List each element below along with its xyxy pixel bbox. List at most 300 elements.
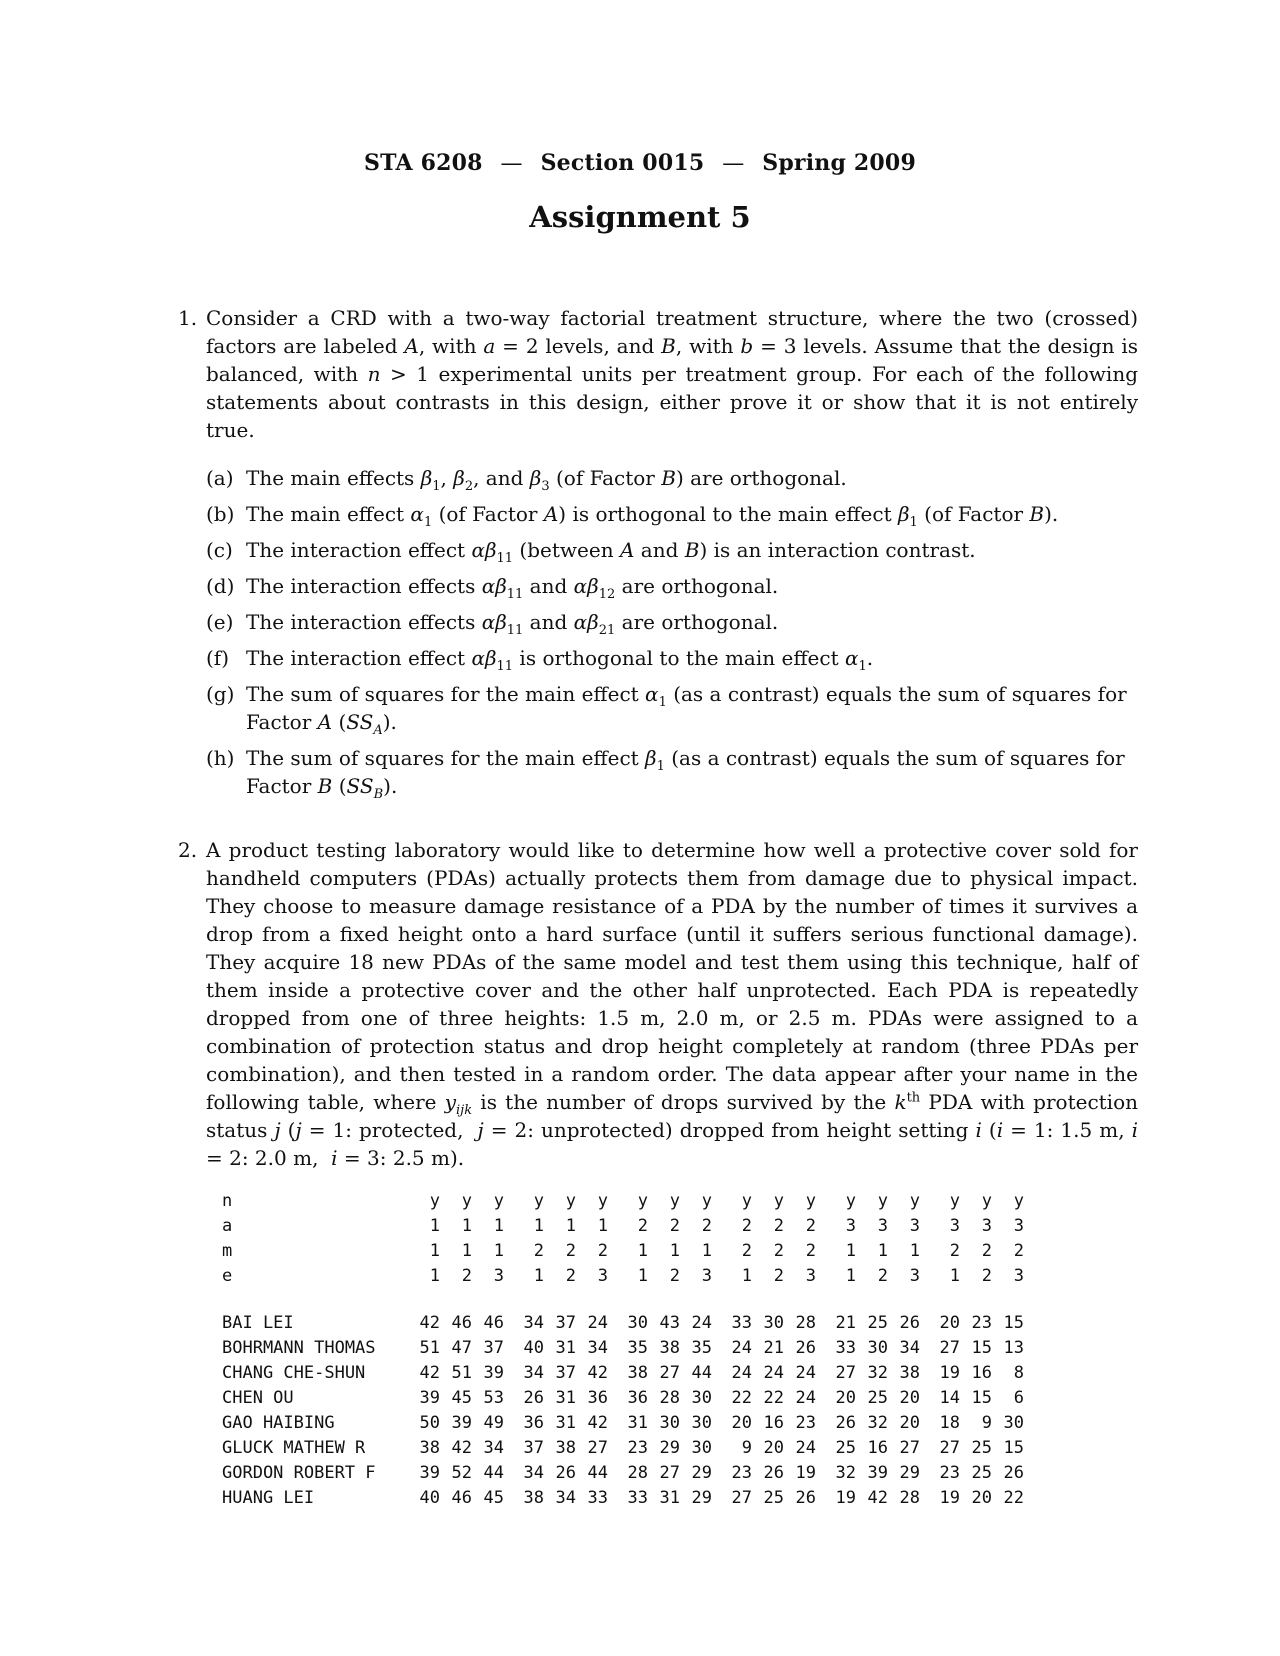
table-row <box>222 1385 1024 1410</box>
group-gap <box>608 1410 616 1435</box>
data-cell: 30 <box>627 1312 648 1333</box>
data-cell: 45 <box>451 1387 472 1408</box>
data-cell: 29 <box>691 1487 712 1508</box>
group-gap <box>712 1460 720 1485</box>
data-cell: 28 <box>659 1387 680 1408</box>
column-header-cell: 1 <box>669 1240 680 1261</box>
column-header-cell: 1 <box>565 1215 576 1236</box>
problem-1 <box>178 304 1138 800</box>
data-cell: 22 <box>731 1387 752 1408</box>
problem-1-part <box>206 500 1138 528</box>
data-cell: 14 <box>939 1387 960 1408</box>
data-cell: 27 <box>659 1462 680 1483</box>
data-cell: 42 <box>867 1487 888 1508</box>
group-gap <box>504 1188 512 1213</box>
column-header-cell: 3 <box>877 1215 888 1236</box>
data-cell: 24 <box>795 1437 816 1458</box>
column-header-cell: 3 <box>1013 1215 1024 1236</box>
group-gap <box>920 1213 928 1238</box>
column-header-cell: 3 <box>981 1215 992 1236</box>
column-header-cell: y <box>1013 1190 1024 1211</box>
data-cell: 34 <box>587 1337 608 1358</box>
data-cell: 45 <box>483 1487 504 1508</box>
group-gap <box>816 1335 824 1360</box>
column-header-cell: 1 <box>429 1265 440 1286</box>
column-header-cell: y <box>909 1190 920 1211</box>
data-cell: 33 <box>587 1487 608 1508</box>
problem-1-part <box>206 536 1138 564</box>
column-header-cell: 1 <box>493 1215 504 1236</box>
data-cell: 26 <box>763 1462 784 1483</box>
column-header-cell: 3 <box>701 1265 712 1286</box>
data-cell: 50 <box>419 1412 440 1433</box>
term-label: Spring 2009 <box>762 150 916 176</box>
column-header-cell: 1 <box>493 1240 504 1261</box>
group-gap <box>712 1335 720 1360</box>
data-cell: 36 <box>587 1387 608 1408</box>
data-cell: 23 <box>731 1462 752 1483</box>
data-cell: 8 <box>1013 1362 1024 1383</box>
group-gap <box>920 1460 928 1485</box>
student-name: BAI LEI <box>222 1312 294 1333</box>
column-header-cell: 1 <box>429 1215 440 1236</box>
data-cell: 6 <box>1013 1387 1024 1408</box>
page-title: Assignment 5 <box>529 200 751 234</box>
data-cell: 26 <box>795 1487 816 1508</box>
data-cell: 22 <box>1003 1487 1024 1508</box>
data-cell: 24 <box>731 1362 752 1383</box>
group-gap <box>920 1360 928 1385</box>
column-header-cell: 3 <box>1013 1265 1024 1286</box>
data-cell: 15 <box>971 1337 992 1358</box>
problem-1-intro: Consider a CRD with a two-way factorial treatment structure, where the two (crossed) factors are labeled A, with a = 2 levels, and B, with b = 3 levels. Assume that the design is balanced, with n > 1 experimental units per treatment group. For each of the following statements about contrasts in this design, either prove it or show that it is not entirely true. <box>206 306 1138 442</box>
data-cell: 27 <box>835 1362 856 1383</box>
group-gap <box>712 1485 720 1510</box>
data-cell: 28 <box>795 1312 816 1333</box>
column-header-cell: y <box>461 1190 472 1211</box>
data-cell: 16 <box>971 1362 992 1383</box>
data-cell: 37 <box>523 1437 544 1458</box>
part-label: (c) <box>206 538 233 562</box>
column-header-cell: 2 <box>637 1215 648 1236</box>
data-cell: 38 <box>523 1487 544 1508</box>
group-gap <box>816 1460 824 1485</box>
name-header-cell: n <box>222 1190 233 1211</box>
column-header-cell: 2 <box>877 1265 888 1286</box>
group-gap <box>712 1263 720 1288</box>
data-cell: 37 <box>555 1362 576 1383</box>
part-text: The main effect $\alpha_1$ (of Factor A) is orthogonal to the main effect $\beta_1$ (of Factor B). <box>246 502 1059 530</box>
data-cell: 35 <box>627 1337 648 1358</box>
column-header-cell: 2 <box>981 1265 992 1286</box>
data-cell: 27 <box>659 1362 680 1383</box>
data-cell: 43 <box>659 1312 680 1333</box>
name-header-cell: a <box>222 1215 233 1236</box>
group-gap <box>920 1435 928 1460</box>
data-cell: 24 <box>691 1312 712 1333</box>
column-header-cell: 2 <box>773 1240 784 1261</box>
column-header-cell: 1 <box>597 1215 608 1236</box>
data-cell: 38 <box>659 1337 680 1358</box>
data-cell: 31 <box>555 1337 576 1358</box>
column-header-cell: y <box>773 1190 784 1211</box>
column-header-cell: 3 <box>597 1265 608 1286</box>
problem-number: 1. <box>178 306 198 330</box>
data-cell: 20 <box>835 1387 856 1408</box>
column-header-cell: 1 <box>533 1215 544 1236</box>
data-cell: 53 <box>483 1387 504 1408</box>
column-header-cell: 2 <box>597 1240 608 1261</box>
column-header-cell: 3 <box>949 1215 960 1236</box>
data-cell: 30 <box>691 1437 712 1458</box>
column-header-cell: y <box>741 1190 752 1211</box>
data-cell: 19 <box>795 1462 816 1483</box>
part-label: (e) <box>206 610 234 634</box>
column-header-cell: 1 <box>845 1240 856 1261</box>
column-header-cell: 2 <box>1013 1240 1024 1261</box>
data-cell: 15 <box>1003 1437 1024 1458</box>
group-gap <box>504 1335 512 1360</box>
data-cell: 29 <box>899 1462 920 1483</box>
problem-1-part <box>206 464 1138 492</box>
part-text: The interaction effects $\alpha\beta_{11}$ and $\alpha\beta_{21}$ are orthogonal. <box>246 610 779 638</box>
student-name: HUANG LEI <box>222 1487 315 1508</box>
part-text: The sum of squares for the main effect $\alpha_1$ (as a contrast) equals the sum of squares for Factor A $(SS_A)$. <box>246 682 1127 738</box>
column-header-cell: 3 <box>909 1215 920 1236</box>
data-cell: 52 <box>451 1462 472 1483</box>
column-header-cell: 2 <box>565 1240 576 1261</box>
problem-1-parts <box>206 464 1138 800</box>
data-cell: 24 <box>587 1312 608 1333</box>
data-cell: 26 <box>523 1387 544 1408</box>
problem-2-text: A product testing laboratory would like to determine how well a protective cover sold for handheld computers (PDAs) actually protects them from damage due to physical impact. They choose to measure damage resistance of a PDA by the number of times it survives a drop from a fixed height onto a hard surface (until it suffers serious functional damage). They acquire 18 new PDAs of the same model and test them using this technique, half of them inside a protective cover and the other half unprotected. Each PDA is repeatedly dropped from one of three heights: 1.5 m, 2.0 m, or 2.5 m. PDAs were assigned to a combination of protection status and drop height completely at random (three PDAs per combination), and then tested in a random order. The data appear after your name in the following table, where $y_{ijk}$ is the number of drops survived by the $k^{th}$ PDA with protection status j (j = 1: protected, j = 2: unprotected) dropped from height setting i (i = 1: 1.5 m, i = 2: 2.0 m, i = 3: 2.5 m). <box>206 838 1139 1170</box>
header-row <box>222 1213 1024 1238</box>
group-gap <box>712 1188 720 1213</box>
group-gap <box>816 1385 824 1410</box>
course-header <box>0 150 1280 176</box>
column-header-cell: y <box>565 1190 576 1211</box>
problem-1-part <box>206 644 1138 672</box>
group-gap <box>504 1263 512 1288</box>
data-cell: 16 <box>763 1412 784 1433</box>
data-cell: 20 <box>939 1312 960 1333</box>
course-code: STA 6208 <box>364 150 483 176</box>
data-cell: 51 <box>451 1362 472 1383</box>
data-cell: 38 <box>555 1437 576 1458</box>
column-header-cell: 2 <box>949 1240 960 1261</box>
group-gap <box>608 1385 616 1410</box>
student-name: CHANG CHE-SHUN <box>222 1362 366 1383</box>
group-gap <box>608 1485 616 1510</box>
group-gap <box>608 1188 616 1213</box>
column-header-cell: 3 <box>493 1265 504 1286</box>
data-cell: 37 <box>483 1337 504 1358</box>
column-header-cell: 2 <box>461 1265 472 1286</box>
data-cell: 27 <box>899 1437 920 1458</box>
data-cell: 39 <box>419 1462 440 1483</box>
part-label: (d) <box>206 574 235 598</box>
column-header-cell: y <box>845 1190 856 1211</box>
column-header-cell: y <box>701 1190 712 1211</box>
data-cell: 42 <box>587 1412 608 1433</box>
data-cell: 23 <box>971 1312 992 1333</box>
group-gap <box>504 1460 512 1485</box>
group-gap <box>920 1310 928 1335</box>
student-name: GORDON ROBERT F <box>222 1462 376 1483</box>
group-gap <box>504 1385 512 1410</box>
column-header-cell: y <box>805 1190 816 1211</box>
problem-1-part <box>206 608 1138 636</box>
table-row <box>222 1360 1024 1385</box>
data-cell: 25 <box>763 1487 784 1508</box>
data-cell: 24 <box>763 1362 784 1383</box>
data-cell: 44 <box>483 1462 504 1483</box>
column-header-cell: y <box>637 1190 648 1211</box>
column-header-cell: y <box>981 1190 992 1211</box>
data-cell: 28 <box>627 1462 648 1483</box>
group-gap <box>920 1385 928 1410</box>
data-cell: 27 <box>939 1437 960 1458</box>
group-gap <box>816 1213 824 1238</box>
data-cell: 26 <box>795 1337 816 1358</box>
part-text: The sum of squares for the main effect $\beta_1$ (as a contrast) equals the sum of squares for Factor B $(SS_B)$. <box>246 746 1125 802</box>
column-header-cell: 1 <box>701 1240 712 1261</box>
data-cell: 38 <box>419 1437 440 1458</box>
column-header-cell: y <box>877 1190 888 1211</box>
data-cell: 28 <box>899 1487 920 1508</box>
group-gap <box>504 1410 512 1435</box>
data-cell: 44 <box>587 1462 608 1483</box>
data-cell: 24 <box>795 1362 816 1383</box>
group-gap <box>504 1360 512 1385</box>
data-cell: 38 <box>899 1362 920 1383</box>
column-header-cell: 3 <box>805 1265 816 1286</box>
name-header-cell: e <box>222 1265 233 1286</box>
data-cell: 47 <box>451 1337 472 1358</box>
group-gap <box>504 1213 512 1238</box>
data-cell: 25 <box>971 1437 992 1458</box>
data-cell: 34 <box>899 1337 920 1358</box>
data-cell: 9 <box>981 1412 992 1433</box>
problem-number: 2. <box>178 838 198 862</box>
part-text: The main effects $\beta_1$, $\beta_2$, and $\beta_3$ (of Factor B) are orthogonal. <box>246 466 847 494</box>
data-cell: 42 <box>419 1362 440 1383</box>
column-header-cell: 2 <box>741 1240 752 1261</box>
part-label: (f) <box>206 646 230 670</box>
data-cell: 19 <box>939 1487 960 1508</box>
header-row <box>222 1263 1024 1288</box>
data-cell: 40 <box>523 1337 544 1358</box>
column-header-cell: 2 <box>805 1240 816 1261</box>
column-header-cell: 2 <box>701 1215 712 1236</box>
group-gap <box>816 1263 824 1288</box>
separator: — <box>722 151 745 176</box>
column-header-cell: 1 <box>461 1240 472 1261</box>
data-cell: 30 <box>691 1412 712 1433</box>
data-cell: 26 <box>555 1462 576 1483</box>
data-cell: 30 <box>659 1412 680 1433</box>
group-gap <box>608 1360 616 1385</box>
data-cell: 29 <box>691 1462 712 1483</box>
problem-list <box>178 304 1138 1172</box>
group-gap <box>816 1485 824 1510</box>
column-header-cell: 2 <box>773 1265 784 1286</box>
data-cell: 32 <box>867 1362 888 1383</box>
column-header-cell: y <box>949 1190 960 1211</box>
data-cell: 20 <box>899 1412 920 1433</box>
column-header-cell: 1 <box>909 1240 920 1261</box>
data-cell: 25 <box>867 1387 888 1408</box>
data-cell: 26 <box>1003 1462 1024 1483</box>
group-gap <box>608 1238 616 1263</box>
column-header-cell: y <box>493 1190 504 1211</box>
section-label: Section 0015 <box>540 150 705 176</box>
data-cell: 20 <box>899 1387 920 1408</box>
column-header-cell: 1 <box>741 1265 752 1286</box>
group-gap <box>920 1485 928 1510</box>
column-header-cell: 1 <box>637 1240 648 1261</box>
data-cell: 13 <box>1003 1337 1024 1358</box>
group-gap <box>608 1435 616 1460</box>
column-header-cell: 1 <box>845 1265 856 1286</box>
group-gap <box>816 1360 824 1385</box>
group-gap <box>920 1188 928 1213</box>
data-cell: 15 <box>1003 1312 1024 1333</box>
problem-1-part <box>206 680 1138 736</box>
data-cell: 32 <box>867 1412 888 1433</box>
column-header-cell: 2 <box>981 1240 992 1261</box>
data-cell: 16 <box>867 1437 888 1458</box>
table-row <box>222 1335 1024 1360</box>
column-header-cell: 2 <box>805 1215 816 1236</box>
column-header-cell: 2 <box>669 1265 680 1286</box>
data-cell: 31 <box>555 1387 576 1408</box>
student-name: GAO HAIBING <box>222 1412 335 1433</box>
data-cell: 34 <box>523 1362 544 1383</box>
group-gap <box>920 1238 928 1263</box>
data-cell: 29 <box>659 1437 680 1458</box>
data-cell: 30 <box>1003 1412 1024 1433</box>
name-header-cell: m <box>222 1240 233 1261</box>
data-cell: 51 <box>419 1337 440 1358</box>
column-header-cell: 1 <box>461 1215 472 1236</box>
group-gap <box>712 1238 720 1263</box>
data-cell: 20 <box>731 1412 752 1433</box>
column-header-cell: 1 <box>533 1265 544 1286</box>
column-header-cell: 2 <box>741 1215 752 1236</box>
data-cell: 33 <box>835 1337 856 1358</box>
data-cell: 31 <box>555 1412 576 1433</box>
group-gap <box>920 1410 928 1435</box>
data-cell: 34 <box>523 1462 544 1483</box>
data-cell: 49 <box>483 1412 504 1433</box>
data-cell: 32 <box>835 1462 856 1483</box>
group-gap <box>816 1188 824 1213</box>
data-cell: 44 <box>691 1362 712 1383</box>
data-cell: 15 <box>971 1387 992 1408</box>
data-table <box>222 1188 1024 1510</box>
header-row <box>222 1238 1024 1263</box>
part-text: The interaction effect $\alpha\beta_{11}$ is orthogonal to the main effect $\alpha_1$. <box>246 646 874 674</box>
group-gap <box>712 1310 720 1335</box>
column-header-cell: 1 <box>429 1240 440 1261</box>
data-cell: 20 <box>971 1487 992 1508</box>
group-gap <box>608 1213 616 1238</box>
header-row <box>222 1188 1024 1213</box>
table-row <box>222 1460 1024 1485</box>
data-cell: 35 <box>691 1337 712 1358</box>
data-cell: 39 <box>867 1462 888 1483</box>
column-header-cell: 2 <box>565 1265 576 1286</box>
data-cell: 30 <box>691 1387 712 1408</box>
data-cell: 42 <box>587 1362 608 1383</box>
data-cell: 36 <box>523 1412 544 1433</box>
group-gap <box>712 1435 720 1460</box>
group-gap <box>608 1335 616 1360</box>
data-cell: 9 <box>741 1437 752 1458</box>
student-name: BOHRMANN THOMAS <box>222 1337 376 1358</box>
column-header-cell: y <box>533 1190 544 1211</box>
column-header-cell: 2 <box>669 1215 680 1236</box>
part-label: (b) <box>206 502 235 526</box>
data-cell: 23 <box>939 1462 960 1483</box>
group-gap <box>712 1360 720 1385</box>
data-cell: 25 <box>835 1437 856 1458</box>
student-name: CHEN OU <box>222 1387 294 1408</box>
separator: — <box>500 151 523 176</box>
problem-2 <box>178 836 1138 1172</box>
data-cell: 26 <box>835 1412 856 1433</box>
data-cell: 39 <box>419 1387 440 1408</box>
data-cell: 21 <box>763 1337 784 1358</box>
group-gap <box>608 1460 616 1485</box>
column-header-cell: 2 <box>773 1215 784 1236</box>
group-gap <box>504 1238 512 1263</box>
group-gap <box>712 1385 720 1410</box>
data-cell: 42 <box>419 1312 440 1333</box>
data-cell: 34 <box>555 1487 576 1508</box>
data-cell: 27 <box>731 1487 752 1508</box>
data-cell: 33 <box>627 1487 648 1508</box>
spacer-row <box>222 1288 1024 1310</box>
column-header-cell: 3 <box>909 1265 920 1286</box>
data-cell: 46 <box>483 1312 504 1333</box>
data-cell: 27 <box>939 1337 960 1358</box>
part-label: (g) <box>206 682 235 706</box>
group-gap <box>504 1435 512 1460</box>
data-cell: 39 <box>483 1362 504 1383</box>
data-cell: 23 <box>795 1412 816 1433</box>
data-cell: 38 <box>627 1362 648 1383</box>
data-cell: 42 <box>451 1437 472 1458</box>
group-gap <box>504 1485 512 1510</box>
group-gap <box>816 1410 824 1435</box>
column-header-cell: y <box>669 1190 680 1211</box>
data-cell: 31 <box>627 1412 648 1433</box>
group-gap <box>920 1335 928 1360</box>
data-cell: 31 <box>659 1487 680 1508</box>
data-cell: 19 <box>835 1487 856 1508</box>
problem-1-part <box>206 744 1138 800</box>
group-gap <box>608 1263 616 1288</box>
column-header-cell: 1 <box>637 1265 648 1286</box>
table-row <box>222 1310 1024 1335</box>
group-gap <box>920 1263 928 1288</box>
data-cell: 39 <box>451 1412 472 1433</box>
data-cell: 27 <box>587 1437 608 1458</box>
data-cell: 18 <box>939 1412 960 1433</box>
column-header-cell: 1 <box>949 1265 960 1286</box>
